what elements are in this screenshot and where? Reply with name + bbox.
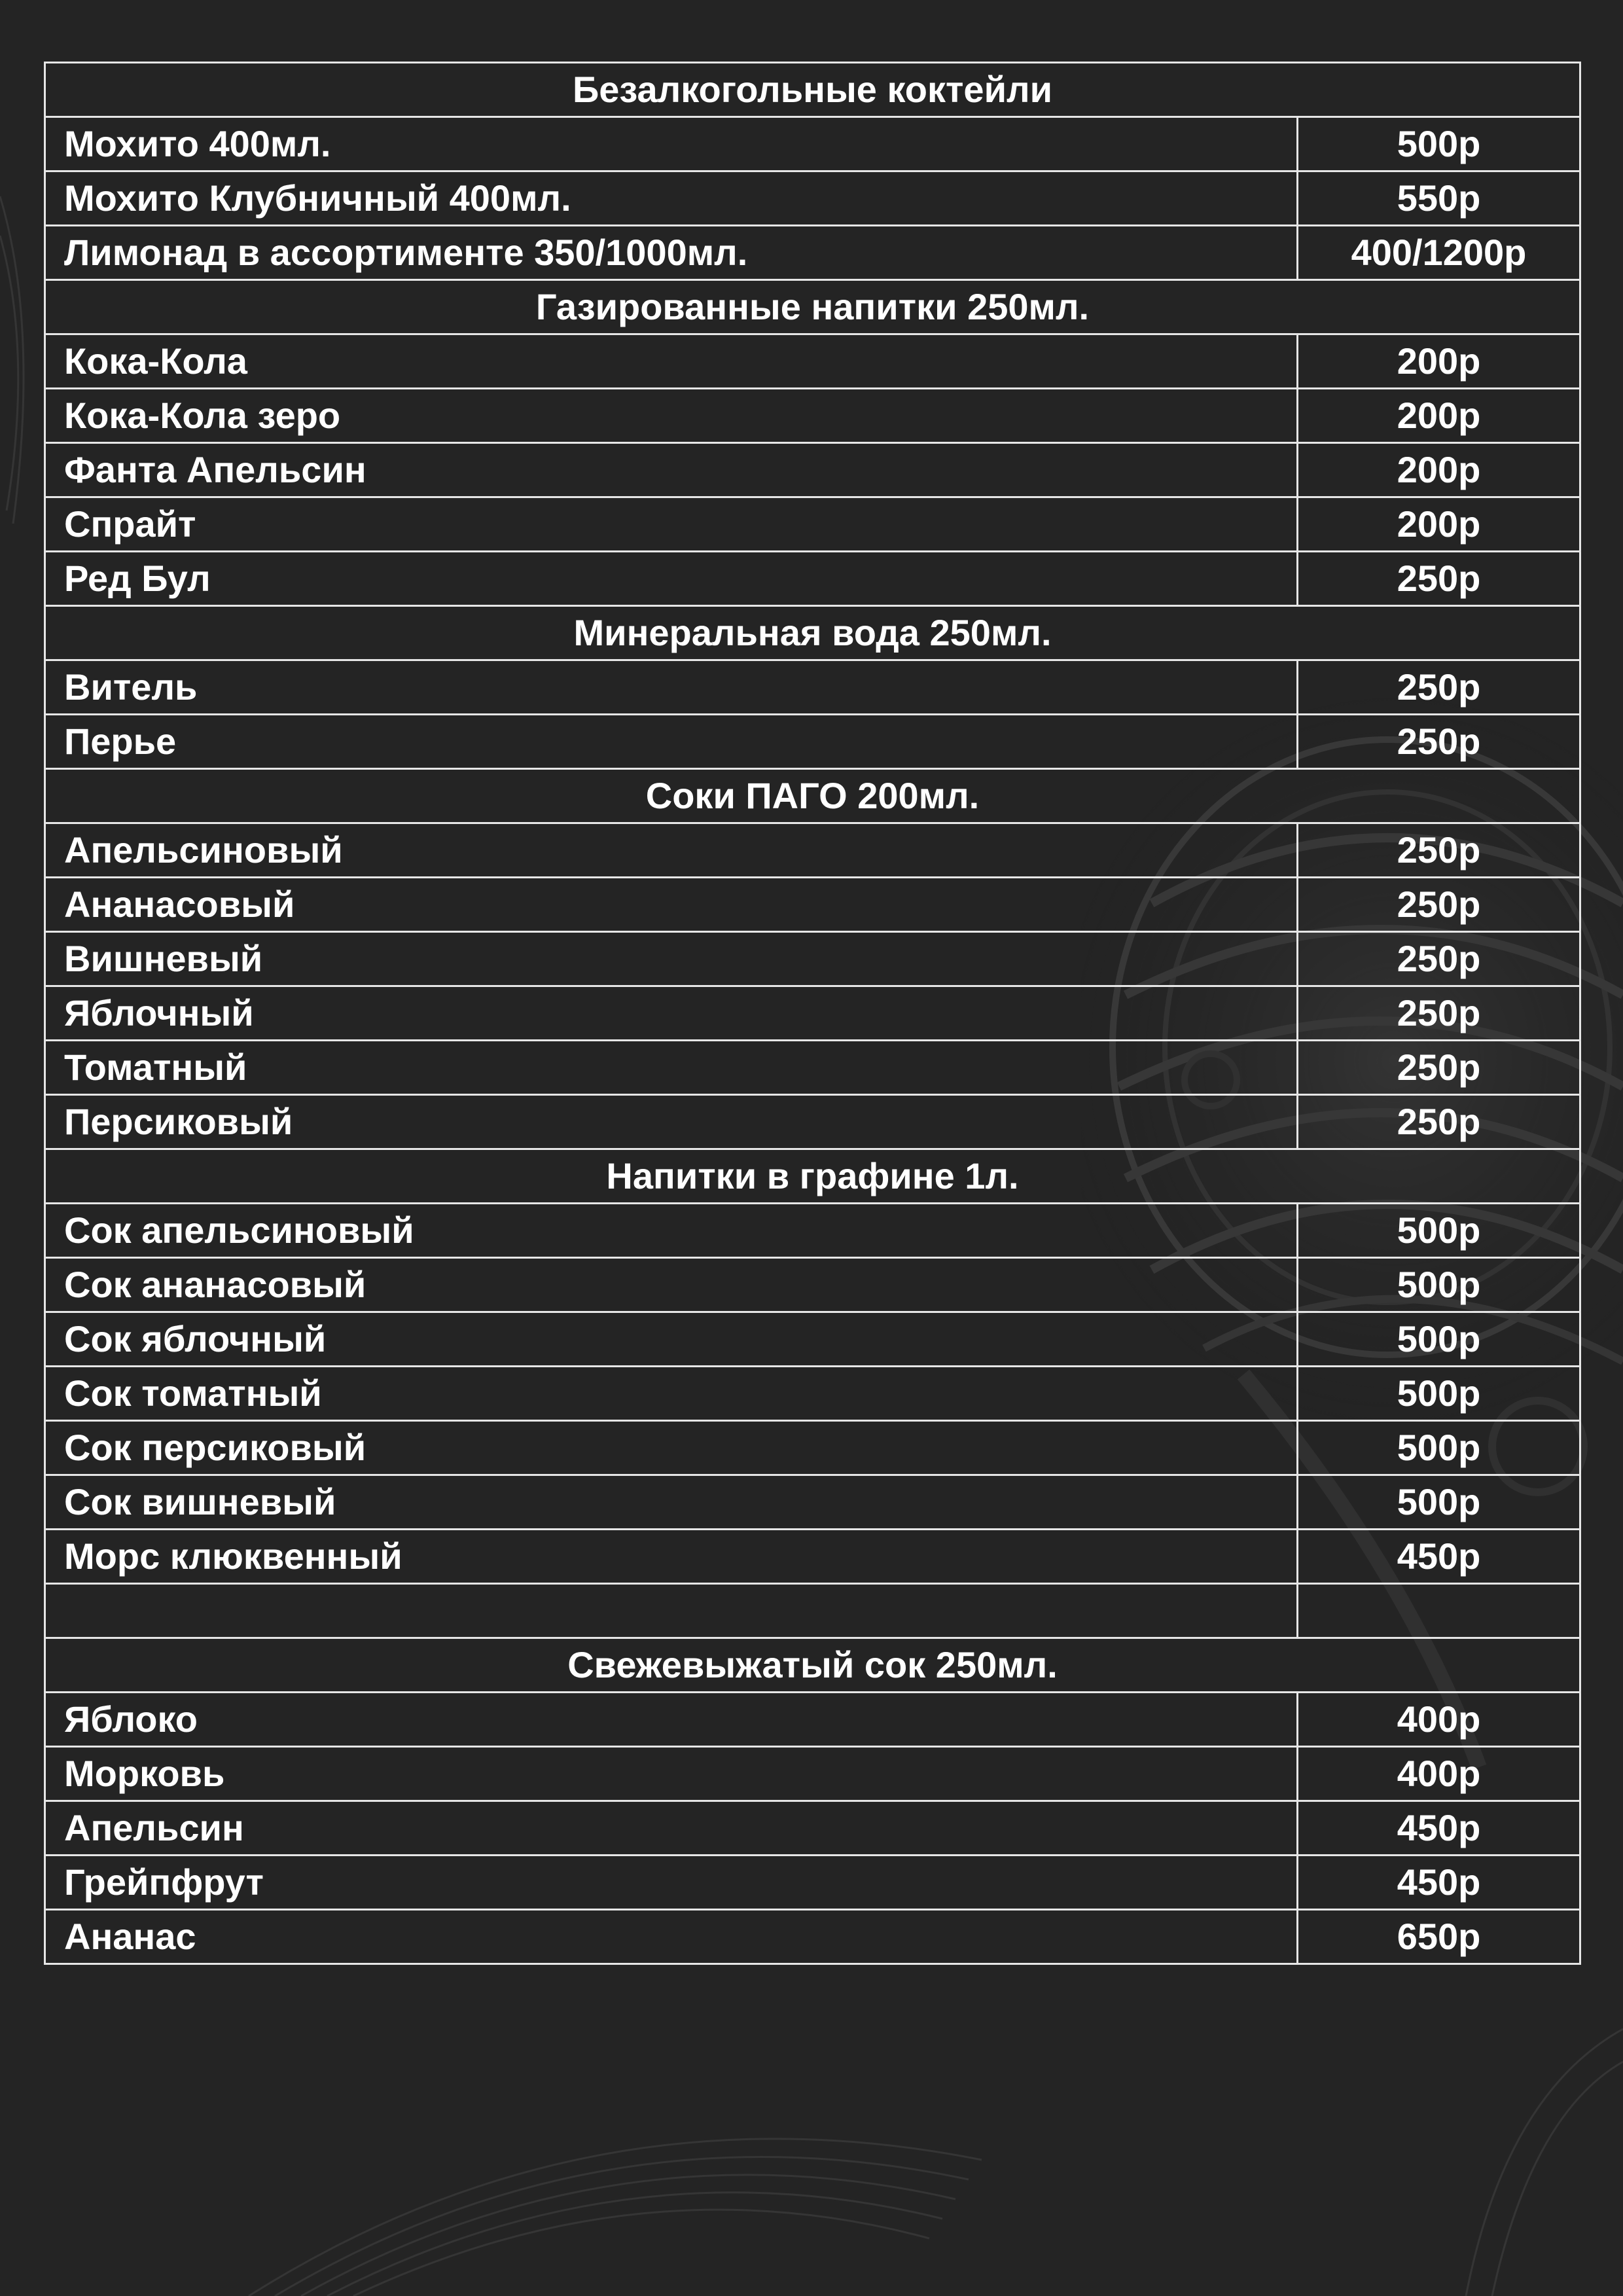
section-header-row [45, 1149, 1580, 1204]
menu-item-row [45, 226, 1580, 280]
menu-item-name: Сок ананасовый [45, 1258, 1298, 1312]
menu-item-row [45, 1312, 1580, 1367]
menu-item-price [1298, 1584, 1580, 1638]
section-header-row [45, 1638, 1580, 1693]
section-title: Соки ПАГО 200мл. [45, 769, 1580, 823]
menu-item-name: Ананас [45, 1910, 1298, 1964]
menu-item-row [45, 171, 1580, 226]
menu-item-name: Сок персиковый [45, 1421, 1298, 1475]
section-header-row [45, 280, 1580, 334]
menu-item-name: Фанта Апельсин [45, 443, 1298, 497]
menu-item-price: 400р [1298, 1747, 1580, 1801]
menu-item-name: Вишневый [45, 932, 1298, 986]
menu-item-row [45, 986, 1580, 1041]
menu-item-name: Сок апельсиновый [45, 1204, 1298, 1258]
menu-item-name: Яблоко [45, 1693, 1298, 1747]
section-header-row [45, 769, 1580, 823]
menu-item-name: Спрайт [45, 497, 1298, 552]
menu-item-price: 250р [1298, 1041, 1580, 1095]
menu-item-row [45, 1530, 1580, 1584]
menu-item-price: 250р [1298, 878, 1580, 932]
menu-item-price: 550р [1298, 171, 1580, 226]
menu-item-name: Ред Бул [45, 552, 1298, 606]
menu-item-name: Сок вишневый [45, 1475, 1298, 1530]
menu-item-row [45, 715, 1580, 769]
drinks-menu-table [44, 62, 1581, 1965]
menu-item-price: 450р [1298, 1801, 1580, 1856]
menu-item-price: 650р [1298, 1910, 1580, 1964]
menu-item-row [45, 1856, 1580, 1910]
menu-item-name: Мохито Клубничный 400мл. [45, 171, 1298, 226]
menu-item-row [45, 1693, 1580, 1747]
menu-item-name: Витель [45, 660, 1298, 715]
menu-item-price: 500р [1298, 117, 1580, 171]
menu-item-price: 250р [1298, 660, 1580, 715]
menu-item-price: 450р [1298, 1530, 1580, 1584]
menu-item-price: 500р [1298, 1312, 1580, 1367]
menu-item-price: 200р [1298, 443, 1580, 497]
menu-item-name: Сок яблочный [45, 1312, 1298, 1367]
menu-item-row [45, 1258, 1580, 1312]
menu-item-row [45, 1095, 1580, 1149]
menu-item-name [45, 1584, 1298, 1638]
menu-item-name: Лимонад в ассортименте 350/1000мл. [45, 226, 1298, 280]
menu-item-name: Апельсиновый [45, 823, 1298, 878]
menu-item-row [45, 878, 1580, 932]
menu-item-price: 200р [1298, 497, 1580, 552]
menu-item-price: 400р [1298, 1693, 1580, 1747]
menu-item-row [45, 1041, 1580, 1095]
menu-item-price: 500р [1298, 1367, 1580, 1421]
menu-item-name: Персиковый [45, 1095, 1298, 1149]
menu-item-price: 450р [1298, 1856, 1580, 1910]
menu-item-row [45, 1367, 1580, 1421]
menu-item-price: 250р [1298, 715, 1580, 769]
menu-item-price: 500р [1298, 1258, 1580, 1312]
menu-item-name: Апельсин [45, 1801, 1298, 1856]
menu-item-row [45, 660, 1580, 715]
section-title: Минеральная вода 250мл. [45, 606, 1580, 660]
menu-item-row [45, 497, 1580, 552]
menu-item-price: 250р [1298, 552, 1580, 606]
menu-item-price: 200р [1298, 334, 1580, 389]
menu-item-name: Морс клюквенный [45, 1530, 1298, 1584]
menu-item-row [45, 1801, 1580, 1856]
menu-item-name: Томатный [45, 1041, 1298, 1095]
menu-item-row [45, 823, 1580, 878]
menu-item-row [45, 932, 1580, 986]
menu-item-row [45, 1204, 1580, 1258]
menu-item-row [45, 1421, 1580, 1475]
section-header-row [45, 606, 1580, 660]
menu-item-name: Ананасовый [45, 878, 1298, 932]
menu-item-name: Морковь [45, 1747, 1298, 1801]
section-title: Напитки в графине 1л. [45, 1149, 1580, 1204]
section-header-row [45, 63, 1580, 117]
menu-item-row [45, 1475, 1580, 1530]
menu-item-price: 500р [1298, 1475, 1580, 1530]
menu-item-name: Сок томатный [45, 1367, 1298, 1421]
section-title: Газированные напитки 250мл. [45, 280, 1580, 334]
menu-item-price: 250р [1298, 932, 1580, 986]
section-title: Безалкогольные коктейли [45, 63, 1580, 117]
menu-item-row [45, 117, 1580, 171]
menu-item-price: 500р [1298, 1421, 1580, 1475]
menu-item-row [45, 552, 1580, 606]
menu-item-row [45, 1584, 1580, 1638]
menu-item-price: 250р [1298, 1095, 1580, 1149]
menu-item-row [45, 443, 1580, 497]
menu-item-name: Яблочный [45, 986, 1298, 1041]
menu-item-row [45, 1910, 1580, 1964]
menu-item-name: Кока-Кола [45, 334, 1298, 389]
menu-item-row [45, 389, 1580, 443]
menu-item-price: 400/1200р [1298, 226, 1580, 280]
menu-item-price: 200р [1298, 389, 1580, 443]
menu-item-price: 500р [1298, 1204, 1580, 1258]
menu-item-row [45, 334, 1580, 389]
menu-item-name: Грейпфрут [45, 1856, 1298, 1910]
menu-item-name: Кока-Кола зеро [45, 389, 1298, 443]
menu-item-name: Мохито 400мл. [45, 117, 1298, 171]
menu-item-row [45, 1747, 1580, 1801]
menu-item-price: 250р [1298, 823, 1580, 878]
menu-item-price: 250р [1298, 986, 1580, 1041]
menu-item-name: Перье [45, 715, 1298, 769]
section-title: Свежевыжатый сок 250мл. [45, 1638, 1580, 1693]
